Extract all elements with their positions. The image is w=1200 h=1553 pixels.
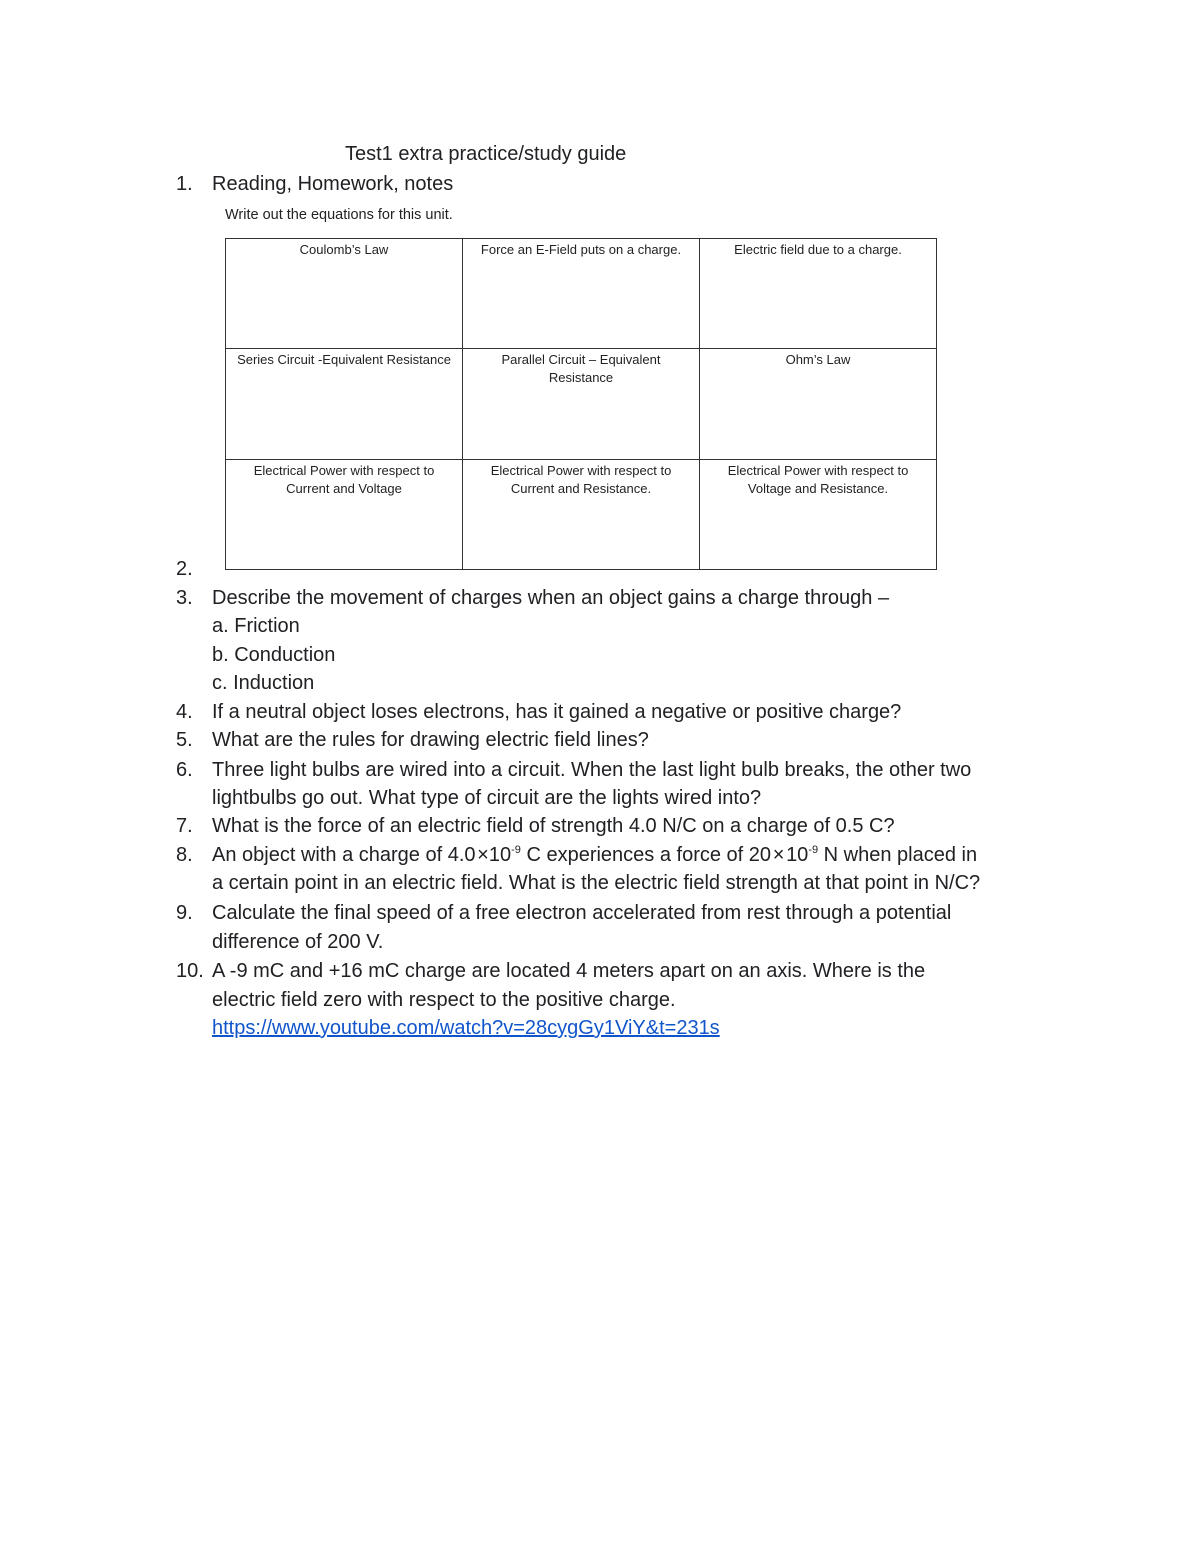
list-item-6 (176, 756, 972, 785)
list-item-8 (176, 841, 978, 870)
list-number: 2. (176, 558, 193, 580)
table-cell: Electrical Power with respect to Current and Voltage (226, 459, 463, 569)
table-row (226, 239, 937, 349)
list-item-8-continued: a certain point in an electric field. What is the electric field strength at that point in N/C? (212, 872, 981, 894)
table-cell: Electrical Power with respect to Current and Resistance. (463, 459, 700, 569)
list-number: 1. (176, 173, 193, 195)
table-cell: Electrical Power with respect to Voltage and Resistance. (700, 459, 937, 569)
list-item-5 (176, 726, 649, 755)
sub-item-friction: a. Friction (212, 615, 300, 637)
list-item-text: Three light bulbs are wired into a circuit. When the last light bulb breaks, the other two (212, 759, 972, 781)
list-item-text: If a neutral object loses electrons, has it gained a negative or positive charge? (212, 701, 902, 723)
list-item-4 (176, 698, 902, 727)
list-item-text: An object with a charge of 4.0 $\times 10^{-9}$ C experiences a force of 20 × $10^{-9}$ N when placed in (212, 844, 978, 866)
list-number: 9. (176, 902, 193, 924)
list-number: 8. (176, 844, 193, 866)
youtube-link[interactable]: https://www.youtube.com/watch?v=28cygGy1ViY&t=231s (212, 1017, 720, 1039)
list-number: 10. (176, 960, 204, 982)
list-number: 7. (176, 815, 193, 837)
table-cell: Series Circuit -Equivalent Resistance (226, 349, 463, 459)
sub-item-induction: c. Induction (212, 672, 315, 694)
list-item-text: What is the force of an electric field of strength 4.0 N/C on a charge of 0.5 C? (212, 815, 895, 837)
equations-table (225, 238, 937, 570)
table-cell: Parallel Circuit – Equivalent Resistance (463, 349, 700, 459)
table-cell: Electric field due to a charge. (700, 239, 937, 349)
sub-item-conduction: b. Conduction (212, 644, 336, 666)
list-item-10 (176, 957, 926, 986)
list-item-text: What are the rules for drawing electric field lines? (212, 729, 649, 751)
list-item-7 (176, 812, 895, 841)
table-row (226, 459, 937, 569)
list-number: 5. (176, 729, 193, 751)
table-row (226, 349, 937, 459)
list-item-text: A -9 mC and +16 mC charge are located 4 meters apart on an axis. Where is the (212, 960, 926, 982)
table-cell: Ohm’s Law (700, 349, 937, 459)
list-item-10-continued: electric field zero with respect to the positive charge. (212, 989, 676, 1011)
list-item-3 (176, 584, 890, 613)
list-item-1 (176, 170, 454, 199)
table-cell: Force an E-Field puts on a charge. (463, 239, 700, 349)
list-number: 3. (176, 587, 193, 609)
list-item-6-continued: lightbulbs go out. What type of circuit are the lights wired into? (212, 787, 762, 809)
page-title: Test1 extra practice/study guide (345, 143, 627, 165)
list-number: 6. (176, 759, 193, 781)
table-cell: Coulomb’s Law (226, 239, 463, 349)
list-item-9-continued: difference of 200 V. (212, 931, 384, 953)
equations-intro: Write out the equations for this unit. (225, 207, 453, 223)
list-item-text: Describe the movement of charges when an object gains a charge through – (212, 587, 890, 609)
list-item-9 (176, 899, 952, 928)
list-number: 4. (176, 701, 193, 723)
list-item-text: Calculate the final speed of a free electron accelerated from rest through a potential (212, 902, 952, 924)
list-item-text: Reading, Homework, notes (212, 173, 454, 195)
